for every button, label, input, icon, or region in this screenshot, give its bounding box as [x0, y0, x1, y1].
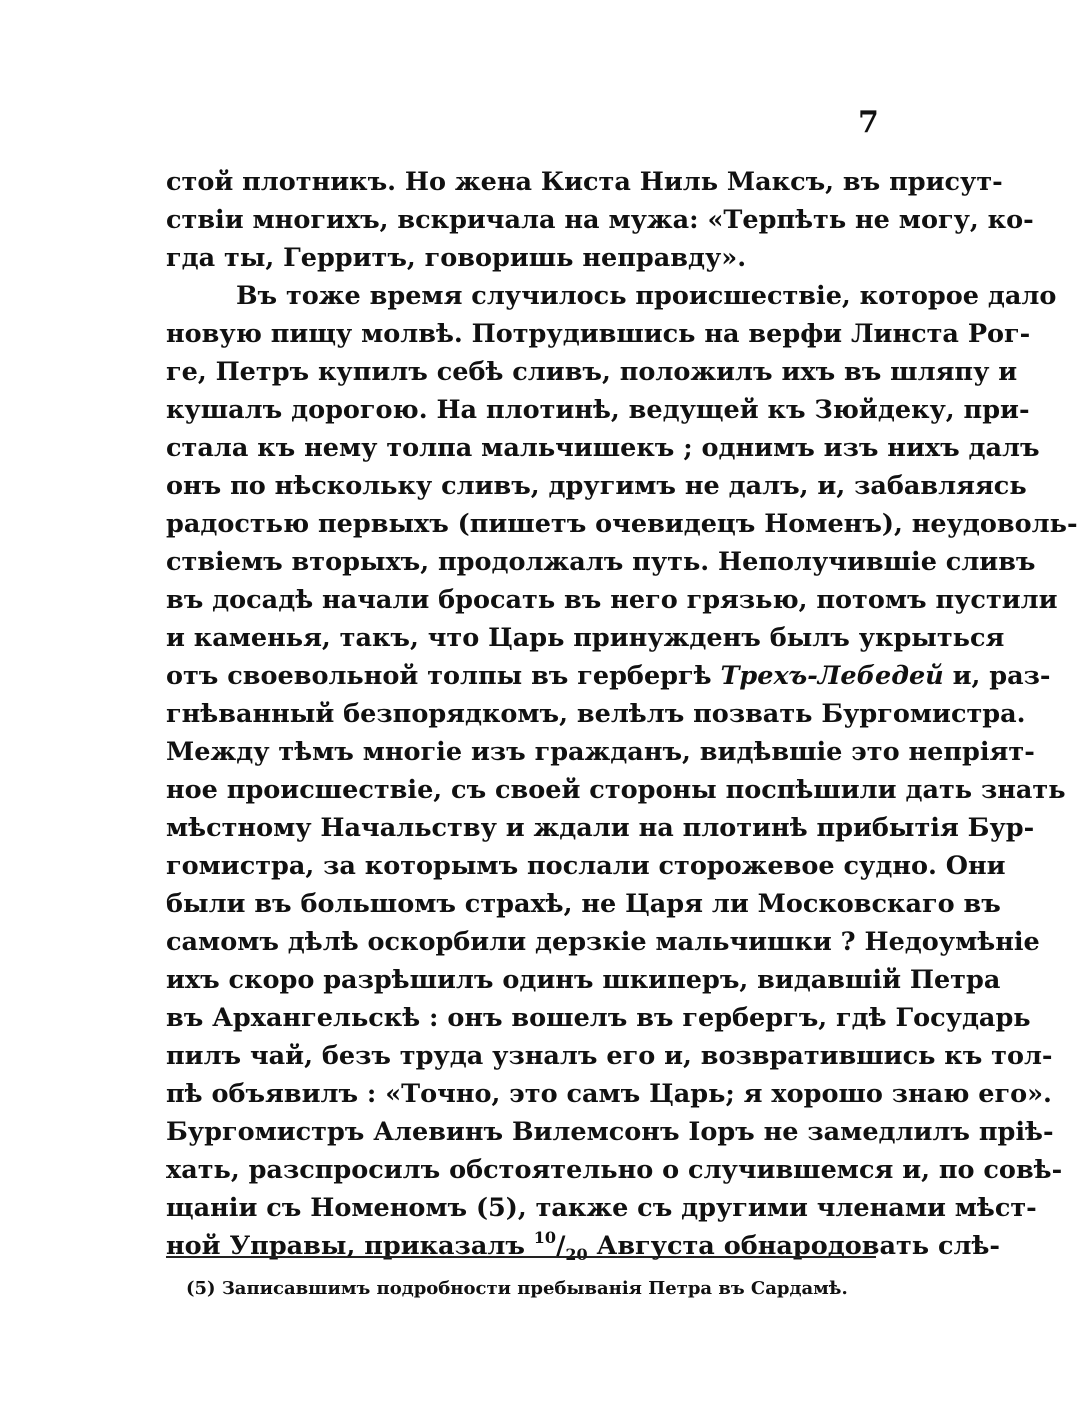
text-line: пилъ чай, безъ труда узналъ его и, возвратившись къ тол- [166, 1041, 1053, 1071]
text-line: были въ большомъ страхѣ, не Царя ли Московскаго въ [166, 889, 1001, 919]
text-line: Бургомистръ Алевинъ Вилемсонъ Іоръ не замедлилъ пріѣ- [166, 1117, 1054, 1147]
text-line: гнѣванный безпорядкомъ, велѣлъ позвать Бургомистра. [166, 699, 1026, 729]
text-line: въ Архангельскѣ : онъ вошелъ въ гербергъ, гдѣ Государь [166, 1003, 1031, 1033]
text-fragment: отъ своевольной толпы въ гербергѣ [166, 661, 712, 691]
text-line: кушалъ дорогою. На плотинѣ, ведущей къ Зюйдеку, при- [166, 395, 1030, 425]
date-fraction: $^{10}/_{20}$ [533, 1227, 588, 1265]
text-line: ихъ скоро разрѣшилъ одинъ шкиперъ, видавшій Петра [166, 965, 1001, 995]
text-line: Въ тоже время случилось происшествіе, которое дало [236, 281, 1057, 311]
text-line: стой плотникъ. Но жена Киста Ниль Максъ, въ присут- [166, 167, 1003, 197]
text-line [166, 658, 1051, 694]
text-line [166, 1227, 1001, 1265]
text-fragment: Августа обнародовать слѣ- [596, 1231, 1001, 1261]
text-line: новую пищу молвѣ. Потрудившись на верфи Линста Рог- [166, 319, 1031, 349]
text-line: онъ по нѣскольку сливъ, другимъ не далъ, и, забавляясь [166, 471, 1027, 501]
text-line: ствіи многихъ, вскричала на мужа: «Терпѣть не могу, ко- [166, 205, 1034, 235]
date-numerator: 10 [533, 1227, 557, 1247]
text-line: мѣстному Начальству и ждали на плотинѣ прибытія Бур- [166, 813, 1035, 843]
text-line: ге, Петръ купилъ себѣ сливъ, положилъ ихъ въ шляпу и [166, 357, 1018, 387]
text-line: гда ты, Герритъ, говоришь неправду». [166, 243, 747, 273]
page-number: 7 [858, 105, 879, 140]
text-line: ное происшествіе, съ своей стороны поспѣшили дать знать [166, 775, 1066, 805]
text-fragment: ной Управы, приказалъ [166, 1231, 525, 1261]
text-fragment: и, раз- [952, 661, 1051, 691]
footnote-divider [166, 1256, 876, 1258]
text-line: и каменья, такъ, что Царь принужденъ былъ укрыться [166, 623, 1005, 653]
footnote: (5) Записавшимъ подробности пребыванія Петра въ Сардамѣ. [186, 1278, 848, 1299]
text-line: стала къ нему толпа мальчишекъ ; однимъ изъ нихъ далъ [166, 433, 1040, 463]
text-fragment-italic: Трехъ-Лебедей [720, 661, 944, 691]
text-line: щаніи съ Номеномъ (5), также съ другими членами мѣст- [166, 1193, 1037, 1223]
text-line: самомъ дѣлѣ оскорбили дерзкіе мальчишки ? Недоумѣніе [166, 927, 1040, 957]
text-line: въ досадѣ начали бросать въ него грязью, потомъ пустили [166, 585, 1058, 615]
text-line: ствіемъ вторыхъ, продолжалъ путь. Неполучившіе сливъ [166, 547, 1036, 577]
text-line: радостью первыхъ (пишетъ очевидецъ Номенъ), неудоволь- [166, 509, 1078, 539]
text-line: гомистра, за которымъ послали сторожевое судно. Они [166, 851, 1006, 881]
text-line: хать, разспросилъ обстоятельно о случившемся и, по совѣ- [166, 1155, 1063, 1185]
text-line: Между тѣмъ многіе изъ гражданъ, видѣвшіе это непріят- [166, 737, 1035, 767]
date-denominator: 20 [565, 1245, 588, 1265]
text-line: пѣ объявилъ : «Точно, это самъ Царь; я хорошо знаю его». [166, 1079, 1052, 1109]
